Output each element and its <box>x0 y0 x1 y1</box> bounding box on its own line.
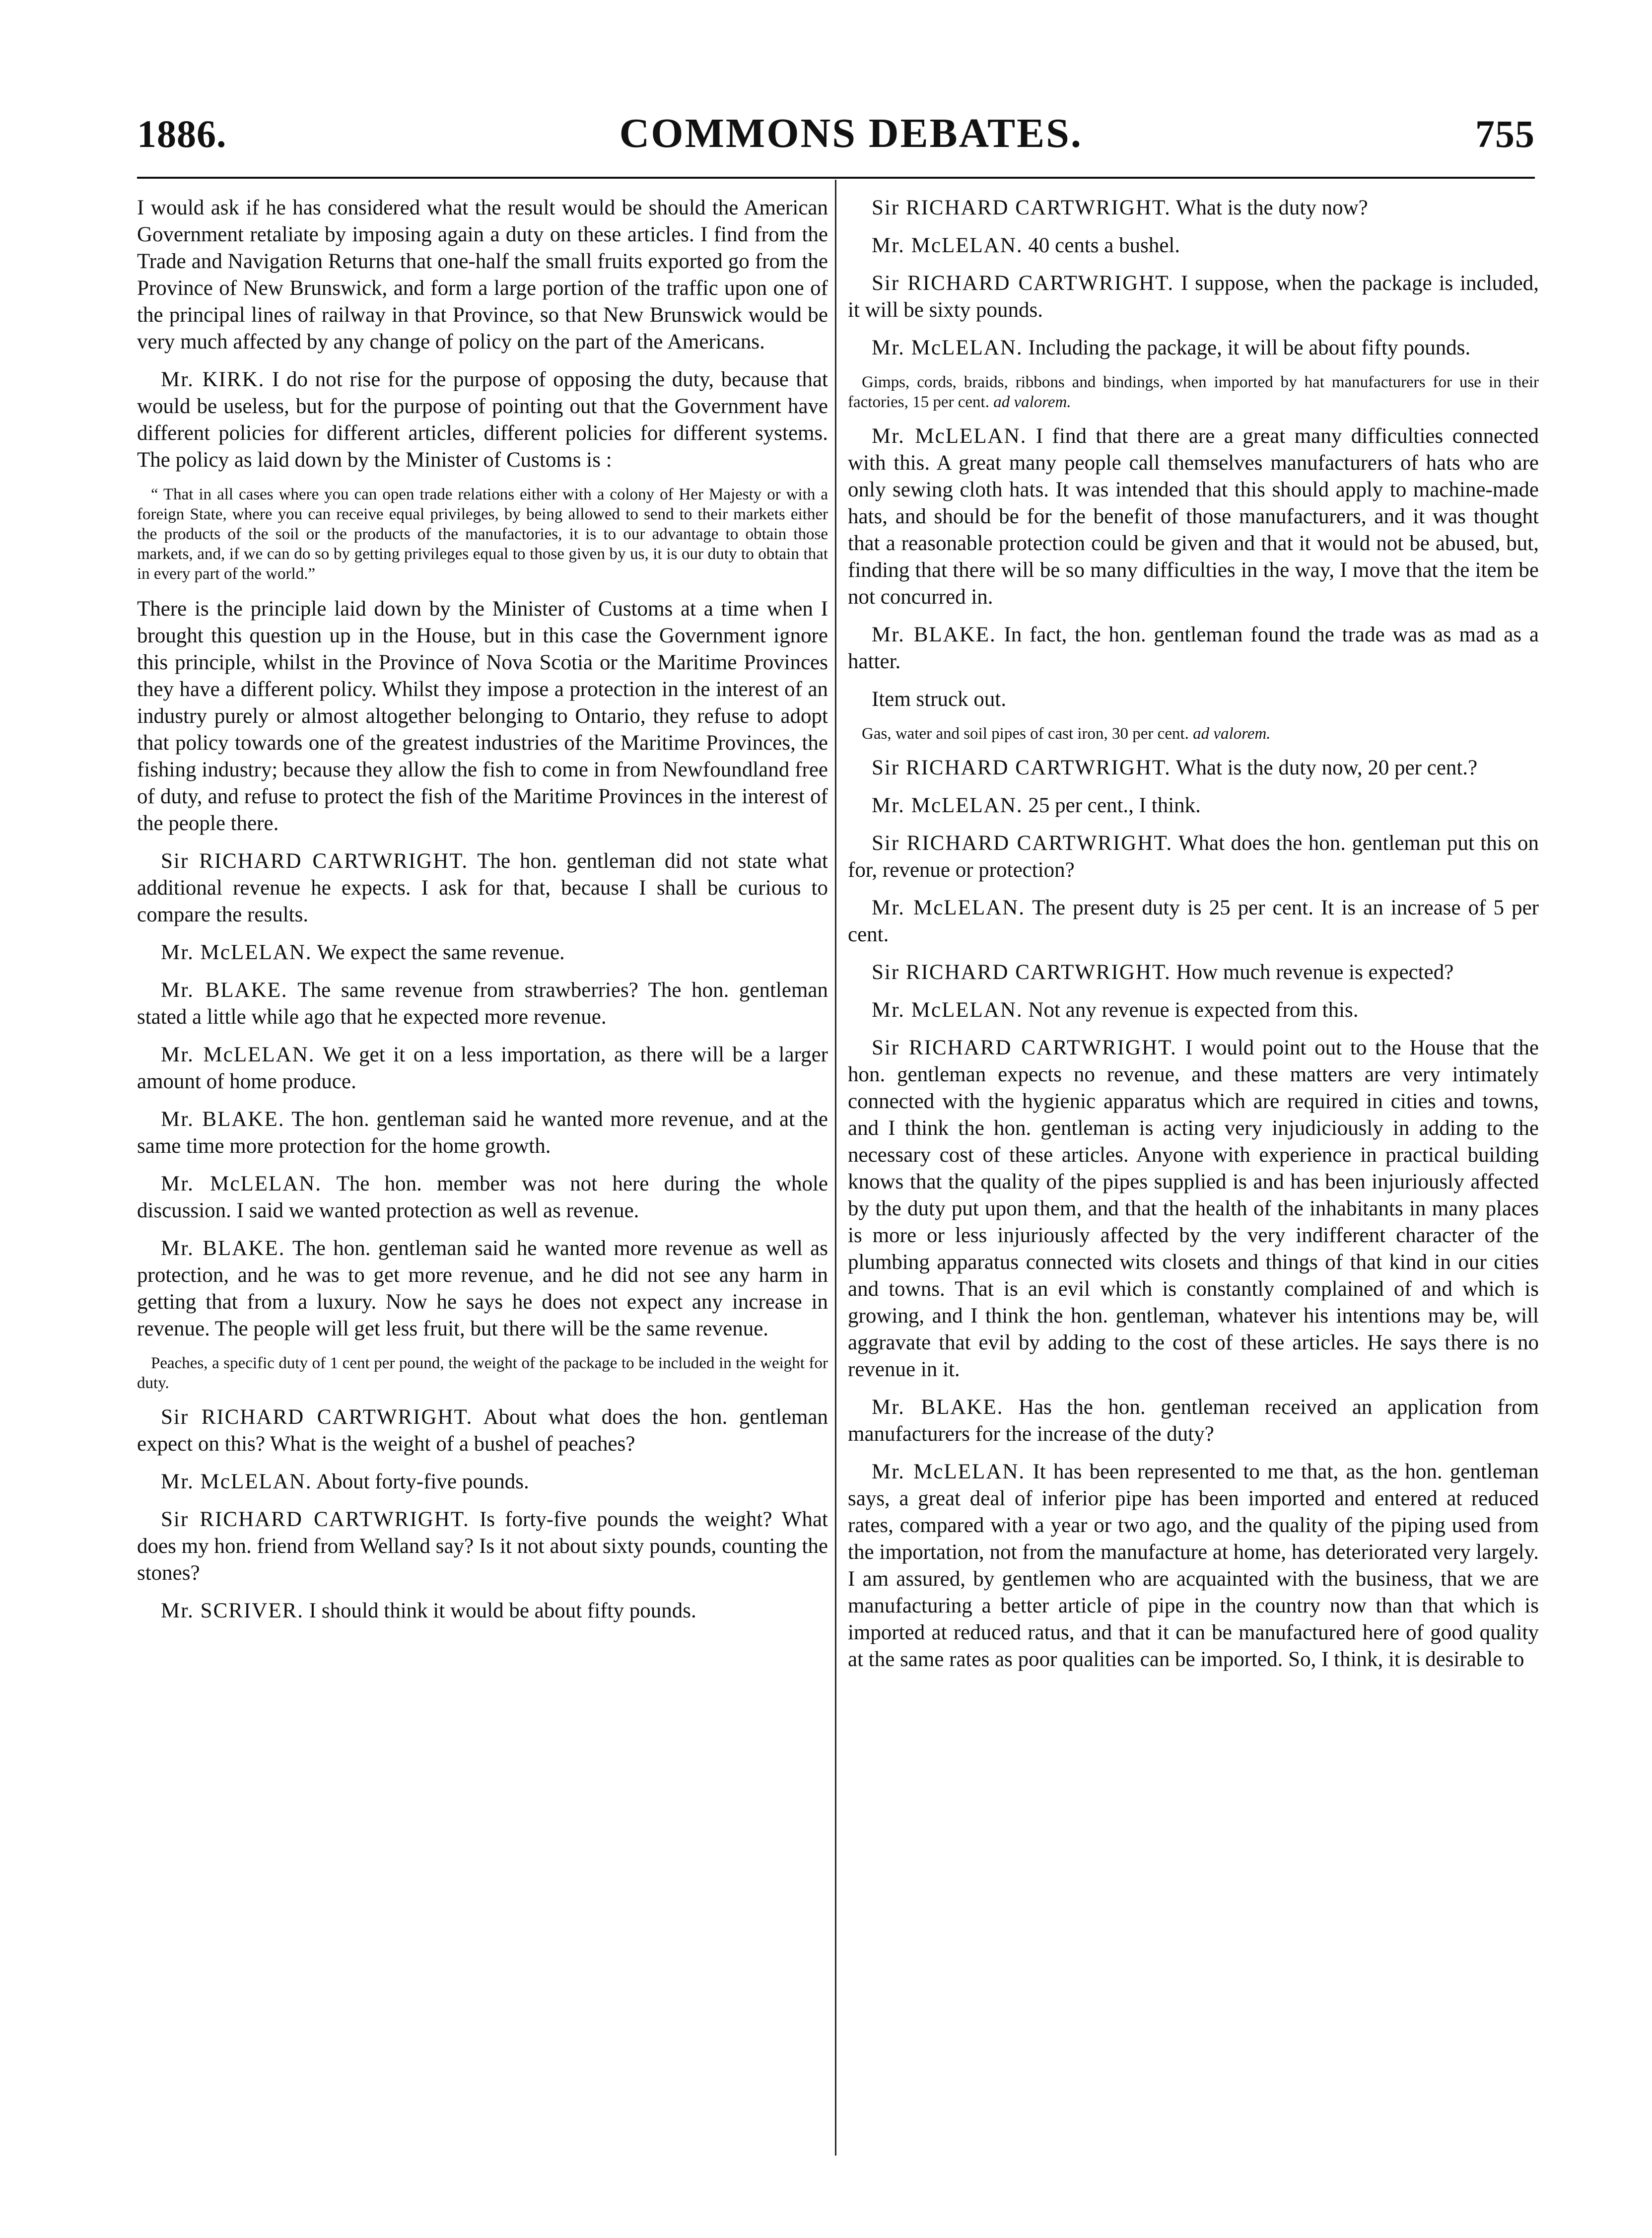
speech <box>848 1459 1539 1673</box>
page-number: 755 <box>1475 112 1535 155</box>
speech-text: Has the hon. gentleman received an application from manufacturers for the increase of the duty? <box>848 1396 1539 1446</box>
speaker-name: Sir RICHARD CARTWRIGHT. <box>872 961 1171 984</box>
speech <box>137 848 828 928</box>
speech <box>137 1506 828 1587</box>
tariff-item <box>848 372 1539 412</box>
tariff-item: Peaches, a specific duty of 1 cent per pound, the weight of the package to be included in the weight for duty. <box>137 1354 828 1392</box>
speaker-name: Sir RICHARD CARTWRIGHT. <box>161 849 469 873</box>
speech <box>848 423 1539 611</box>
speaker-name: Mr. McLELAN. <box>872 1460 1026 1483</box>
block-quote: “ That in all cases where you can open trade relations either with a colony of Her Majesty or with a foreign State, where you can receive equal privileges, by being allowed to send to their markets either the products of the soil or the products of the manufactories, it is to our advantage to obtain those markets, and, if we can do so by getting privileges equal to those given by us, it is our duty to obtain that in every part of the world.” <box>137 486 828 583</box>
tariff-item-rate-type: ad valorem. <box>993 393 1071 411</box>
speech-text: It has been represented to me that, as the hon. gentleman says, a great deal of inferior pipe has been imported and entered at reduced rates, compared with a year or two ago, and the quality of the piping used from the importation, not from the manufacture at home, has deteriorated very largely. I am assured, by gentlemen who are acquainted with the business, that we are manufacturing a better article of pipe in the country now than that which is imported at reduced ratus, and that it can be manufactured here of good quality at the same rates as poor qualities can be imported. So, I think, it is desirable to <box>848 1460 1539 1671</box>
speaker-name: Sir RICHARD CARTWRIGHT. <box>161 1508 470 1531</box>
speaker-name: Mr. McLELAN. <box>872 896 1025 919</box>
speech <box>137 1171 828 1224</box>
speaker-name: Sir RICHARD CARTWRIGHT. <box>872 272 1174 295</box>
speech <box>848 997 1539 1024</box>
speech <box>137 1469 828 1495</box>
speech-text: About forty-five pounds. <box>316 1470 529 1493</box>
speaker-name: Mr. McLELAN. <box>872 336 1023 359</box>
speech-text: The hon. gentleman said he wanted more revenue, and at the same time more protection for the home growth. <box>137 1108 828 1158</box>
speech-text: Including the package, it will be about fifty pounds. <box>1028 336 1471 359</box>
speech <box>848 335 1539 361</box>
speaker-name: Mr. BLAKE. <box>161 1237 285 1260</box>
speech-text: How much revenue is expected? <box>1176 961 1454 984</box>
speaker-name: Mr. McLELAN. <box>161 941 312 964</box>
speaker-name: Mr. SCRIVER. <box>161 1599 304 1622</box>
speech <box>137 1106 828 1160</box>
speaker-name: Sir RICHARD CARTWRIGHT. <box>161 1405 473 1429</box>
speech-text: I suppose, when the package is included, it will be sixty pounds. <box>848 272 1539 322</box>
speech-text: The hon. member was not here during the whole discussion. I said we wanted protection as well as revenue. <box>137 1172 828 1222</box>
speech <box>137 1404 828 1458</box>
speech-text: 40 cents a bushel. <box>1028 234 1180 257</box>
speech <box>848 195 1539 221</box>
speech-text: We get it on a less importation, as there will be a larger amount of home produce. <box>137 1043 828 1093</box>
speaker-name: Mr. BLAKE. <box>161 979 288 1002</box>
speech <box>848 232 1539 259</box>
speech <box>848 270 1539 324</box>
speech <box>848 1035 1539 1383</box>
speech <box>848 895 1539 948</box>
speech <box>848 622 1539 675</box>
speech-text: The hon. gentleman did not state what additional revenue he expects. I ask for that, because I shall be curious to compare the results. <box>137 849 828 926</box>
speaker-name: Mr. BLAKE. <box>872 1396 1004 1419</box>
speaker-name: Mr. KIRK. <box>161 368 265 391</box>
speech-text: I would point out to the House that the hon. gentleman expects no revenue, and these matters are very intimately connected with the hygienic apparatus which are required in cities and towns, and I think the hon. gentleman is acting very injudiciously in adding to the necessary cost of these articles. Anyone with experience in practical building knows that the quality of the pipes supplied is and has been injuriously affected by the duty put upon them, and that the health of the inhabitants in many places is more or less injuriously affected by the very indifferent character of the plumbing apparatus connected wits closets and things of that kind in our cities and towns. That is an evil which is constantly complained of and which is growing, and I think the hon. gentleman, whatever his intentions may be, will aggravate that evil by adding to the cost of these articles. He says there is no revenue in it. <box>848 1036 1539 1381</box>
tariff-item-text: Gimps, cords, braids, ribbons and bindings, when imported by hat manufacturers for use in their factories, 15 per cent. <box>848 373 1539 411</box>
speech <box>137 939 828 966</box>
speech-text: Is forty-five pounds the weight? What does my hon. friend from Welland say? Is it not about sixty pounds, counting the stones? <box>137 1508 828 1585</box>
speaker-name: Mr. BLAKE. <box>872 623 996 646</box>
header-year: 1886. <box>137 112 227 155</box>
header-rule <box>137 177 1535 179</box>
page-header <box>137 109 1535 164</box>
speaker-name: Mr. McLELAN. <box>161 1470 312 1493</box>
speech-text: In fact, the hon. gentleman found the trade was as mad as a hatter. <box>848 623 1539 673</box>
speaker-name: Mr. McLELAN. <box>872 234 1023 257</box>
speech <box>848 830 1539 884</box>
speech-text: What is the duty now, 20 per cent.? <box>1175 756 1478 779</box>
right-column <box>848 195 1539 1684</box>
speech-text: I find that there are a great many difficulties connected with this. A great many people call themselves manufacturers of hats who are only sewing cloth hats. It was intended that this should apply to machine-made hats, and should be for the benefit of those manufacturers, and it was thought that a reasonable protection could be given and that it would not be abused, but, finding that there will be so many difficulties in the way, I move that the item be not concurred in. <box>848 424 1539 609</box>
speech <box>848 1394 1539 1448</box>
speech-text: The present duty is 25 per cent. It is an increase of 5 per cent. <box>848 896 1539 946</box>
speech <box>137 977 828 1031</box>
speech-text: I do not rise for the purpose of opposing the duty, because that would be useless, but for the purpose of pointing out that the Government have different policies for different articles, different policies for different systems. The policy as laid down by the Minister of Customs is : <box>137 368 828 472</box>
speech-text: 25 per cent., I think. <box>1028 794 1201 817</box>
speaker-name: Mr. McLELAN. <box>872 998 1023 1022</box>
speaker-name: Mr. McLELAN. <box>872 794 1023 817</box>
speech-text: About what does the hon. gentleman expect on this? What is the weight of a bushel of peaches? <box>137 1405 828 1456</box>
speech-text: The same revenue from strawberries? The hon. gentleman stated a little while ago that he expected more revenue. <box>137 979 828 1029</box>
speech-text: I should think it would be about fifty pounds. <box>309 1599 696 1622</box>
speech <box>848 755 1539 781</box>
tariff-item <box>848 724 1539 744</box>
speech-text: The hon. gentleman said he wanted more revenue as well as protection, and he was to get more revenue, and he did not see any harm in getting that from a luxury. Now he says he does not expect any increase in revenue. The people will get less fruit, but there will be the same revenue. <box>137 1237 828 1340</box>
speech-text: What is the duty now? <box>1175 196 1368 219</box>
tariff-item-rate-type: ad valorem. <box>1193 725 1271 743</box>
speaker-name: Sir RICHARD CARTWRIGHT. <box>872 196 1171 219</box>
speech-text: We expect the same revenue. <box>317 941 565 964</box>
speaker-name: Mr. McLELAN. <box>872 424 1027 448</box>
paragraph: There is the principle laid down by the Minister of Customs at a time when I brought this question up in the House, but in this case the Government ignore this principle, whilst in the Province of Nova Scotia or the Maritime Provinces they have a different policy. Whilst they impose a protection in the interest of an industry purely or almost altogether belonging to Ontario, they refuse to adopt that policy towards one of the greatest industries of the Maritime Provinces, the fishing industry; because they allow the fish to come in from Newfoundland free of duty, and refuse to protect the fish of the Maritime Provinces in the interest of the people there. <box>137 597 828 835</box>
tariff-item-text: Gas, water and soil pipes of cast iron, 30 per cent. <box>862 725 1189 743</box>
left-column <box>137 195 828 1635</box>
speaker-name: Mr. McLELAN. <box>161 1172 322 1195</box>
speaker-name: Sir RICHARD CARTWRIGHT. <box>872 1036 1177 1059</box>
speech-text: What does the hon. gentleman put this on for, revenue or protection? <box>848 832 1539 882</box>
speech-text: Not any revenue is expected from this. <box>1028 998 1359 1022</box>
speech <box>848 959 1539 986</box>
column-divider <box>835 180 836 2156</box>
speech <box>137 1042 828 1095</box>
header-title: COMMONS DEBATES. <box>619 110 1083 156</box>
speaker-name: Sir RICHARD CARTWRIGHT. <box>872 756 1171 779</box>
speech <box>137 1235 828 1342</box>
paragraph: I would ask if he has considered what the result would be should the American Government retaliate by imposing again a duty on these articles. I find from the Trade and Navigation Returns that one-half the small fruits exported go from the Province of New Brunswick, and form a large portion of the traffic upon one of the principal lines of railway in that Province, so that New Brunswick would be very much affected by any change of policy on the part of the Americans. <box>137 196 828 353</box>
speech <box>137 366 828 474</box>
speaker-name: Mr. McLELAN. <box>161 1043 315 1066</box>
speech <box>848 792 1539 819</box>
speech <box>137 1598 828 1624</box>
speaker-name: Mr. BLAKE. <box>161 1108 285 1131</box>
speaker-name: Sir RICHARD CARTWRIGHT. <box>872 832 1173 855</box>
procedural-note: Item struck out. <box>872 688 1007 711</box>
